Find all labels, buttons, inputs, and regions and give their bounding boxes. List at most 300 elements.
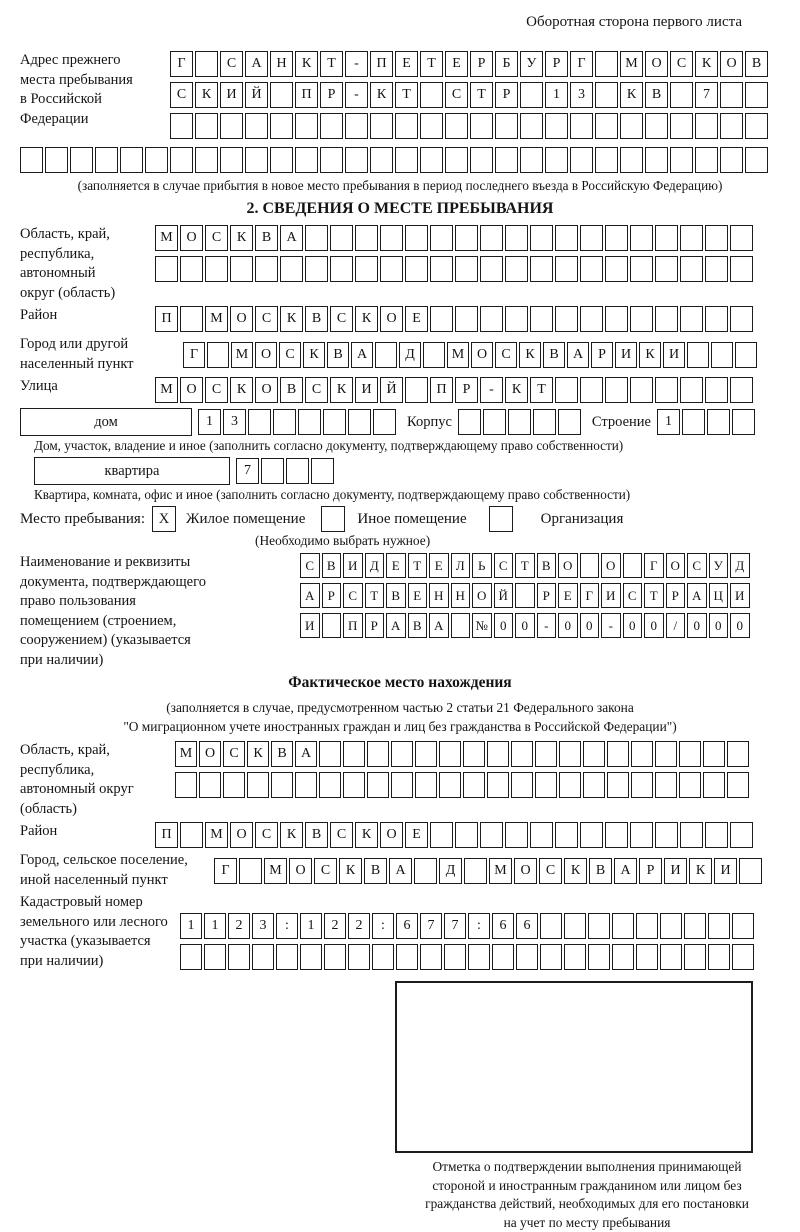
char-cell	[679, 741, 701, 767]
house-number-cells[interactable]	[198, 409, 398, 435]
char-cell	[298, 409, 321, 435]
char-cell	[248, 409, 271, 435]
char-cell: В	[305, 822, 328, 848]
char-cell: 1	[198, 409, 221, 435]
char-cell: Т	[320, 51, 343, 77]
char-cell	[705, 822, 728, 848]
char-cell: М	[489, 858, 512, 884]
label-line: в Российской	[20, 90, 170, 110]
char-cell	[261, 458, 284, 484]
residential-label: Жилое помещение	[186, 511, 305, 528]
char-cell	[727, 741, 749, 767]
char-cell	[655, 377, 678, 403]
char-cell	[695, 147, 718, 173]
char-cell: Е	[558, 583, 578, 608]
char-cell: О	[472, 583, 492, 608]
char-cell: Н	[429, 583, 449, 608]
label-line: Наименование и реквизиты	[20, 553, 300, 573]
char-cell	[720, 147, 743, 173]
char-cell	[620, 147, 643, 173]
char-cell: И	[663, 342, 685, 368]
char-cell	[20, 147, 43, 173]
char-cell: Б	[495, 51, 518, 77]
char-cell	[735, 342, 757, 368]
char-cell: Т	[365, 583, 385, 608]
char-cell: 7	[444, 913, 466, 939]
char-cell: А	[300, 583, 320, 608]
previous-address-row-4[interactable]	[20, 147, 780, 173]
char-cell	[464, 858, 487, 884]
char-cell	[655, 822, 678, 848]
char-cell	[655, 225, 678, 251]
document-row-2[interactable]	[300, 583, 752, 608]
char-cell: 3	[223, 409, 246, 435]
previous-address-field	[20, 51, 780, 144]
char-cell: К	[339, 858, 362, 884]
char-cell	[348, 409, 371, 435]
char-cell	[415, 772, 437, 798]
char-cell	[680, 225, 703, 251]
label-line: округ (область)	[20, 284, 155, 304]
char-cell	[705, 377, 728, 403]
region-row-1[interactable]	[155, 225, 755, 251]
label-line: при наличии)	[20, 651, 300, 671]
char-cell	[670, 147, 693, 173]
char-cell: И	[664, 858, 687, 884]
document-field	[20, 553, 780, 670]
char-cell: П	[155, 306, 178, 332]
char-cell: М	[231, 342, 253, 368]
char-cell	[660, 944, 682, 970]
char-cell: С	[343, 583, 363, 608]
char-cell	[655, 256, 678, 282]
char-cell: /	[666, 613, 686, 638]
char-cell	[420, 944, 442, 970]
char-cell: Н	[270, 51, 293, 77]
char-cell: Р	[322, 583, 342, 608]
char-cell	[324, 944, 346, 970]
char-cell: В	[386, 583, 406, 608]
char-cell: Д	[730, 553, 750, 578]
char-cell	[223, 772, 245, 798]
char-cell	[707, 409, 730, 435]
char-cell	[455, 822, 478, 848]
char-cell	[276, 944, 298, 970]
stay-type-caption: (Необходимо выбрать нужное)	[255, 533, 780, 549]
char-cell	[516, 944, 538, 970]
label-line: участка (указывается	[20, 932, 180, 952]
previous-address-caption: (заполняется в случае прибытия в новое место пребывания в период последнего въезда в Российскую Федерацию)	[20, 178, 780, 194]
char-cell: 2	[228, 913, 250, 939]
char-cell: М	[175, 741, 197, 767]
char-cell	[745, 147, 768, 173]
char-cell	[468, 944, 490, 970]
char-cell: С	[330, 306, 353, 332]
char-cell: К	[355, 822, 378, 848]
char-cell: П	[295, 82, 318, 108]
char-cell	[458, 409, 481, 435]
char-cell: А	[429, 613, 449, 638]
char-cell	[708, 944, 730, 970]
char-cell	[682, 409, 705, 435]
apartment-type-box[interactable]: квартира	[34, 457, 230, 485]
char-cell	[545, 113, 568, 139]
char-cell	[170, 147, 193, 173]
char-cell	[680, 306, 703, 332]
char-cell	[370, 147, 393, 173]
char-cell	[631, 772, 653, 798]
char-cell	[455, 256, 478, 282]
char-cell	[270, 147, 293, 173]
char-cell	[655, 772, 677, 798]
char-cell: Т	[408, 553, 428, 578]
char-cell: М	[205, 822, 228, 848]
char-cell	[630, 306, 653, 332]
char-cell	[559, 772, 581, 798]
char-cell	[645, 113, 668, 139]
char-cell	[195, 147, 218, 173]
char-cell	[711, 342, 733, 368]
char-cell: О	[514, 858, 537, 884]
char-cell: Р	[666, 583, 686, 608]
char-cell	[580, 256, 603, 282]
char-cell: К	[295, 51, 318, 77]
char-cell	[395, 113, 418, 139]
char-cell: К	[195, 82, 218, 108]
char-cell	[605, 225, 628, 251]
char-cell	[555, 256, 578, 282]
char-cell	[255, 256, 278, 282]
char-cell	[588, 913, 610, 939]
char-cell: А	[245, 51, 268, 77]
house-row	[20, 408, 780, 436]
char-cell: Р	[455, 377, 478, 403]
char-cell: С	[255, 306, 278, 332]
previous-address-row-1[interactable]	[170, 51, 770, 77]
char-cell	[530, 256, 553, 282]
char-cell: С	[255, 822, 278, 848]
char-cell	[520, 113, 543, 139]
char-cell	[120, 147, 143, 173]
label-line: сооружением) (указывается	[20, 631, 300, 651]
char-cell: С	[220, 51, 243, 77]
char-cell: 0	[709, 613, 729, 638]
cadastral-row-2[interactable]	[180, 944, 756, 970]
actual-location-caption-1: (заполняется в случае, предусмотренном частью 2 статьи 21 Федерального закона	[20, 698, 780, 717]
char-cell: 3	[570, 82, 593, 108]
char-cell	[630, 225, 653, 251]
district-label: Район	[20, 306, 155, 332]
stroenie-cells[interactable]	[657, 409, 757, 435]
char-cell: 0	[623, 613, 643, 638]
char-cell: Р	[537, 583, 557, 608]
actual-city-field	[20, 851, 780, 890]
char-cell: К	[330, 377, 353, 403]
char-cell	[511, 772, 533, 798]
char-cell: М	[447, 342, 469, 368]
char-cell	[730, 822, 753, 848]
actual-region-field	[20, 741, 780, 819]
char-cell	[612, 944, 634, 970]
char-cell	[583, 772, 605, 798]
char-cell: В	[364, 858, 387, 884]
apartment-number-cells[interactable]	[236, 458, 336, 484]
char-cell	[520, 147, 543, 173]
char-cell	[319, 772, 341, 798]
char-cell	[45, 147, 68, 173]
char-cell	[483, 409, 506, 435]
char-cell	[380, 256, 403, 282]
caption-line: стороной и иностранным гражданином или лицом без	[388, 1177, 786, 1196]
char-cell	[195, 113, 218, 139]
char-cell: Й	[380, 377, 403, 403]
char-cell	[430, 256, 453, 282]
char-cell	[705, 225, 728, 251]
char-cell	[687, 342, 709, 368]
char-cell	[480, 225, 503, 251]
char-cell: С	[305, 377, 328, 403]
char-cell: О	[255, 377, 278, 403]
document-row-3[interactable]	[300, 613, 752, 638]
char-cell: И	[343, 553, 363, 578]
char-cell: К	[639, 342, 661, 368]
char-cell: С	[687, 553, 707, 578]
char-cell: Е	[408, 583, 428, 608]
char-cell	[305, 225, 328, 251]
char-cell	[631, 741, 653, 767]
char-cell	[245, 113, 268, 139]
char-cell	[414, 858, 437, 884]
char-cell: 1	[545, 82, 568, 108]
char-cell	[708, 913, 730, 939]
char-cell: И	[355, 377, 378, 403]
residential-checkbox[interactable]: X	[152, 506, 176, 532]
char-cell	[745, 82, 768, 108]
char-cell	[495, 147, 518, 173]
char-cell	[720, 113, 743, 139]
char-cell: Т	[470, 82, 493, 108]
korpus-label: Корпус	[407, 414, 452, 431]
char-cell	[495, 113, 518, 139]
street-row[interactable]	[155, 377, 755, 403]
actual-region-label	[20, 741, 175, 819]
char-cell	[175, 772, 197, 798]
char-cell	[511, 741, 533, 767]
label-line: Федерации	[20, 110, 170, 130]
char-cell: О	[230, 822, 253, 848]
actual-region-rows	[175, 741, 751, 819]
char-cell: А	[567, 342, 589, 368]
char-cell: К	[280, 306, 303, 332]
korpus-cells[interactable]	[458, 409, 583, 435]
char-cell	[655, 306, 678, 332]
char-cell	[228, 944, 250, 970]
char-cell	[595, 51, 618, 77]
actual-district-row[interactable]	[155, 822, 755, 848]
char-cell: В	[408, 613, 428, 638]
previous-address-row-2[interactable]	[170, 82, 770, 108]
organization-checkbox[interactable]	[489, 506, 513, 532]
char-cell: Й	[245, 82, 268, 108]
char-cell: 1	[180, 913, 202, 939]
char-cell	[607, 772, 629, 798]
char-cell: Е	[429, 553, 449, 578]
cadastral-rows	[180, 913, 756, 975]
char-cell	[375, 342, 397, 368]
label-line: Город или другой	[20, 335, 155, 355]
actual-district-field	[20, 822, 780, 848]
char-cell	[286, 458, 309, 484]
char-cell: В	[327, 342, 349, 368]
caption-line: гражданства действий, необходимых для его постановки	[388, 1195, 786, 1214]
char-cell: А	[389, 858, 412, 884]
char-cell	[732, 944, 754, 970]
district-row[interactable]	[155, 306, 755, 332]
actual-city-row[interactable]	[214, 851, 764, 890]
char-cell	[605, 256, 628, 282]
char-cell	[95, 147, 118, 173]
char-cell: К	[230, 225, 253, 251]
char-cell	[580, 377, 603, 403]
char-cell	[367, 741, 389, 767]
char-cell	[595, 113, 618, 139]
char-cell: С	[330, 822, 353, 848]
cadastral-row-1[interactable]	[180, 913, 756, 939]
city-row[interactable]	[183, 335, 759, 374]
char-cell	[405, 256, 428, 282]
char-cell	[505, 225, 528, 251]
char-cell	[345, 113, 368, 139]
char-cell: К	[689, 858, 712, 884]
char-cell	[670, 82, 693, 108]
actual-district-label: Район	[20, 822, 155, 848]
char-cell	[670, 113, 693, 139]
char-cell	[559, 741, 581, 767]
char-cell	[680, 256, 703, 282]
document-row-1[interactable]	[300, 553, 752, 578]
char-cell	[705, 306, 728, 332]
char-cell: И	[220, 82, 243, 108]
char-cell	[445, 147, 468, 173]
char-cell	[455, 306, 478, 332]
char-cell	[319, 741, 341, 767]
char-cell	[300, 944, 322, 970]
char-cell	[405, 377, 428, 403]
char-cell	[420, 147, 443, 173]
label-line: Адрес прежнего	[20, 51, 170, 71]
label-line: при наличии)	[20, 952, 180, 972]
char-cell	[270, 82, 293, 108]
char-cell: А	[351, 342, 373, 368]
char-cell	[170, 113, 193, 139]
char-cell	[343, 772, 365, 798]
char-cell	[205, 256, 228, 282]
stroenie-label: Строение	[592, 414, 651, 431]
char-cell	[323, 409, 346, 435]
char-cell	[555, 306, 578, 332]
char-cell: Р	[320, 82, 343, 108]
house-type-box[interactable]: дом	[20, 408, 192, 436]
char-cell: Г	[580, 583, 600, 608]
district-field	[20, 306, 780, 332]
char-cell	[580, 822, 603, 848]
char-cell: Е	[386, 553, 406, 578]
char-cell: И	[615, 342, 637, 368]
char-cell	[564, 913, 586, 939]
char-cell: С	[623, 583, 643, 608]
char-cell: 7	[420, 913, 442, 939]
char-cell	[570, 113, 593, 139]
region-label	[20, 225, 155, 303]
actual-location-caption-2: "О миграционном учете иностранных граждан и лиц без гражданства в Российской Федерации")	[20, 717, 780, 736]
char-cell: Е	[395, 51, 418, 77]
char-cell: П	[370, 51, 393, 77]
char-cell: Ц	[709, 583, 729, 608]
char-cell	[245, 147, 268, 173]
document-label	[20, 553, 300, 670]
char-cell: К	[303, 342, 325, 368]
char-cell: С	[314, 858, 337, 884]
char-cell: 1	[300, 913, 322, 939]
char-cell	[430, 225, 453, 251]
char-cell: -	[601, 613, 621, 638]
char-cell: -	[537, 613, 557, 638]
label-line: земельного или лесного	[20, 913, 180, 933]
char-cell	[480, 306, 503, 332]
char-cell: У	[520, 51, 543, 77]
char-cell	[605, 306, 628, 332]
char-cell: Л	[451, 553, 471, 578]
char-cell	[703, 741, 725, 767]
char-cell	[405, 225, 428, 251]
region-row-2[interactable]	[155, 256, 755, 282]
stay-type-label: Место пребывания:	[20, 511, 145, 528]
char-cell	[684, 913, 706, 939]
char-cell	[730, 306, 753, 332]
char-cell	[373, 409, 396, 435]
other-premises-checkbox[interactable]	[321, 506, 345, 532]
char-cell: И	[601, 583, 621, 608]
actual-region-row-1[interactable]	[175, 741, 751, 767]
char-cell: К	[519, 342, 541, 368]
char-cell: 1	[657, 409, 680, 435]
char-cell: К	[355, 306, 378, 332]
char-cell	[345, 147, 368, 173]
char-cell: В	[543, 342, 565, 368]
document-rows	[300, 553, 752, 670]
char-cell	[463, 741, 485, 767]
char-cell: И	[300, 613, 320, 638]
char-cell: :	[468, 913, 490, 939]
char-cell: И	[730, 583, 750, 608]
char-cell: 0	[644, 613, 664, 638]
previous-address-row-3[interactable]	[170, 113, 770, 139]
char-cell	[355, 225, 378, 251]
house-caption: Дом, участок, владение и иное (заполнить согласно документу, подтверждающему право собственности)	[34, 438, 780, 454]
char-cell: С	[670, 51, 693, 77]
label-line: помещением (строением,	[20, 612, 300, 632]
char-cell	[730, 225, 753, 251]
char-cell: -	[345, 51, 368, 77]
char-cell: А	[687, 583, 707, 608]
char-cell: 1	[204, 913, 226, 939]
char-cell: М	[155, 225, 178, 251]
actual-region-row-2[interactable]	[175, 772, 751, 798]
char-cell	[530, 822, 553, 848]
char-cell: Т	[515, 553, 535, 578]
char-cell	[505, 306, 528, 332]
char-cell: А	[386, 613, 406, 638]
